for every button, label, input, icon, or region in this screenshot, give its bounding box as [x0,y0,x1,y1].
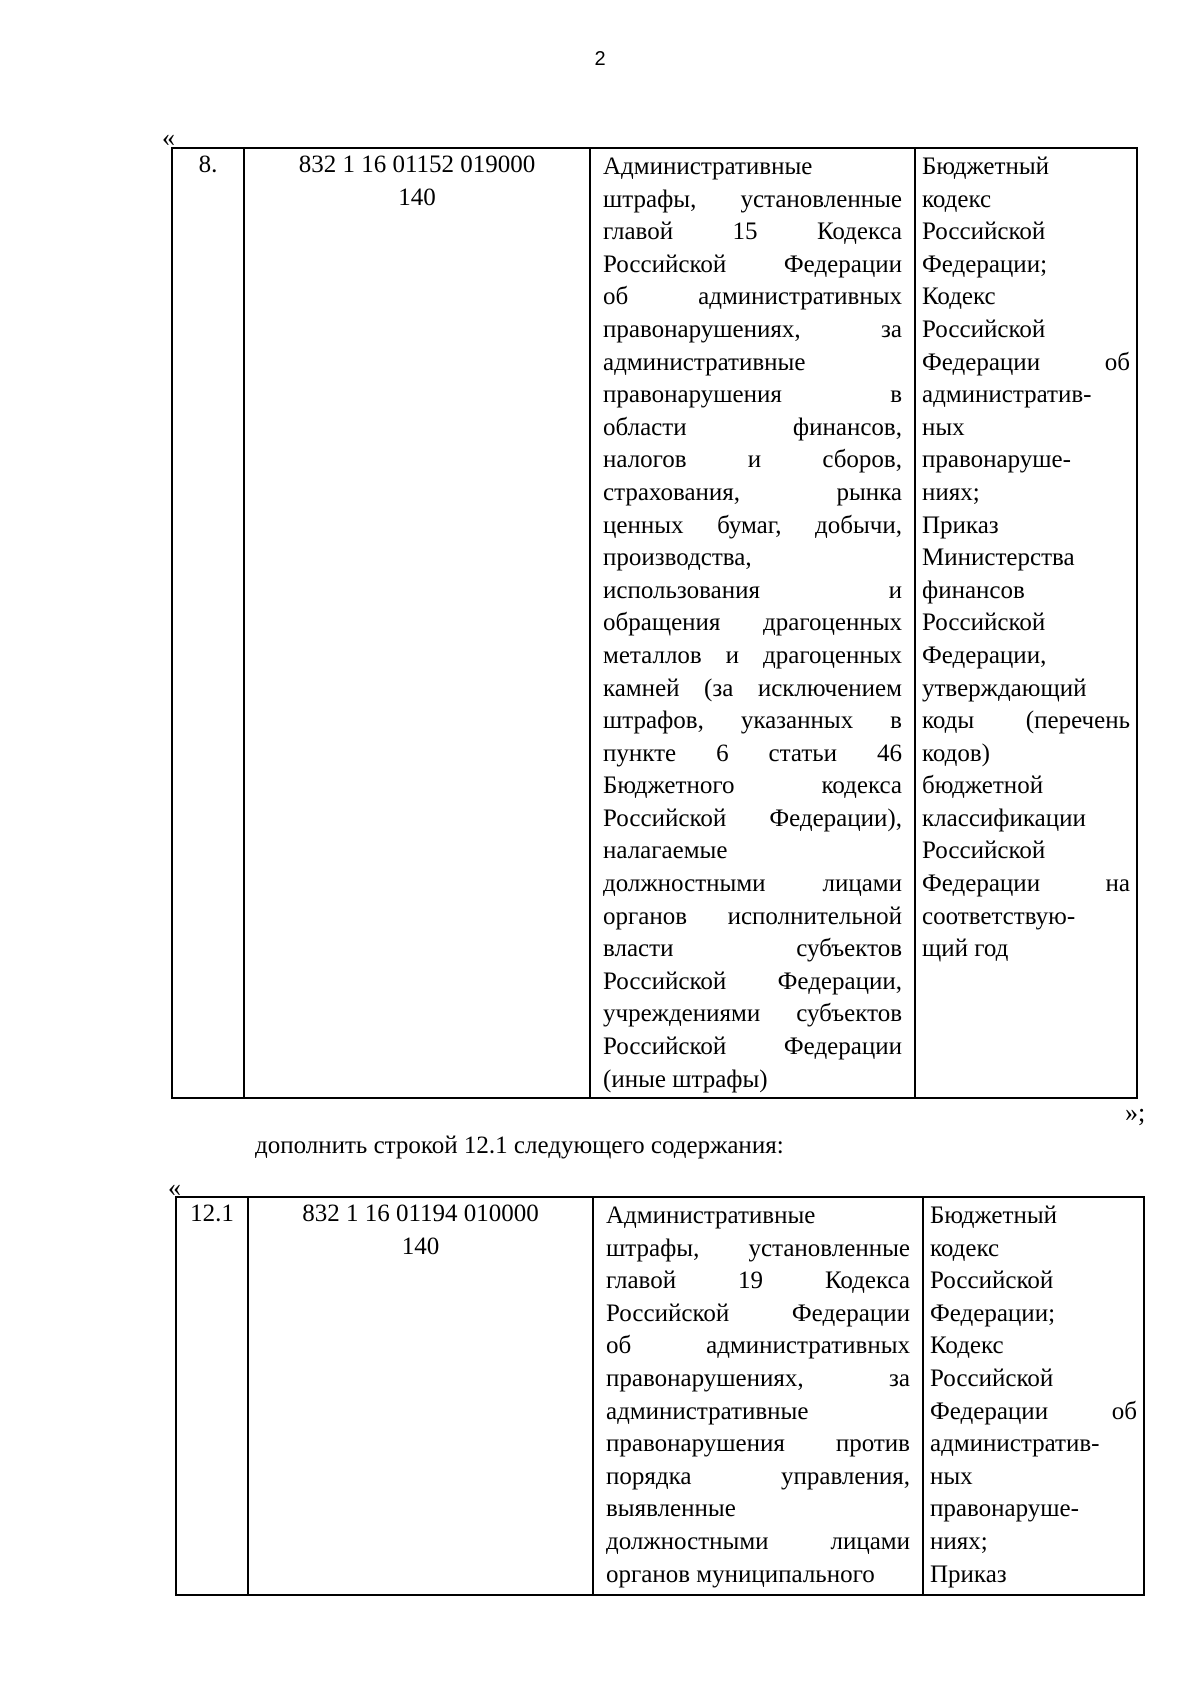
description-cell [593,1197,923,1595]
cell-text-line: 832 1 16 01152 019000 [298,151,536,178]
legal-basis-cell [915,148,1137,1098]
cell-text-line: порядка управления, [606,1462,910,1490]
description-cell [590,148,915,1098]
cell-text-line: об административных [606,1332,910,1360]
cell-text-line: Российской Федерации [603,250,902,278]
budget-code-table-row-12-1 [175,1196,1145,1596]
code-cell [248,1197,593,1595]
cell-text-line: Кодекс [930,1332,1004,1360]
cell-text-line: соответствую- [922,902,1076,930]
cell-text-line: Федерации; [930,1299,1056,1327]
cell-text-line: ниях; [930,1527,988,1555]
cell-text-line: Бюджетный [930,1202,1058,1229]
page-number: 2 [594,48,606,70]
cell-text-line: Российской [930,1364,1054,1392]
cell-text-line: учреждениями субъектов [603,1000,902,1028]
cell-text-line: пункте 6 статьи 46 [603,739,902,767]
cell-text-line: административные [603,348,806,376]
cell-text-line: административ- [930,1430,1100,1458]
cell-text-line: налагаемые [603,837,728,865]
row-number: 8. [198,151,218,178]
cell-text-line: Кодекс [922,283,996,311]
cell-text-line: административ- [922,381,1092,409]
opening-quote-2: « [168,1173,181,1202]
cell-text-line: правонарушениях, за [606,1364,910,1392]
cell-text-line: главой 15 Кодекса [603,218,902,246]
cell-text-line: кодекс [930,1234,1000,1262]
cell-text-line: Приказ [930,1560,1007,1588]
cell-text-line: штрафы, установленные [603,185,902,213]
cell-text-line: Федерации, [922,641,1047,669]
cell-text-line: ценных бумаг, добычи, [603,511,902,539]
row-number: 12.1 [190,1200,234,1227]
cell-text-line: Российской Федерации), [603,804,902,832]
cell-text-line: использования и [603,576,902,604]
cell-text-line: Российской [922,837,1046,865]
cell-text-line: налогов и сборов, [603,446,902,474]
cell-text-line: Российской [930,1267,1054,1295]
cell-text-line: Российской [922,218,1046,246]
cell-text-line: кодов) [922,739,991,767]
cell-text-line: ниях; [922,478,980,506]
cell-text-line: 140 [401,1232,440,1260]
cell-text-line: власти субъектов [603,935,902,963]
cell-text-line: Российской Федерации [606,1299,910,1327]
cell-text-line: Российской Федерации [603,1033,902,1061]
closing-quote-1: »; [1125,1098,1146,1127]
cell-text-line: должностными лицами [606,1527,910,1555]
cell-text-line: Федерации об [930,1397,1137,1425]
cell-text-line: выявленные [606,1495,736,1523]
opening-quote-1: « [162,123,175,152]
cell-text-line: административные [606,1397,809,1425]
cell-text-line: Федерации; [922,250,1048,278]
cell-text-line: правонарушения в [603,381,902,409]
cell-text-line: главой 19 Кодекса [606,1267,910,1295]
cell-text-line: области финансов, [603,413,902,441]
cell-text-line: правонарушениях, за [603,315,902,343]
cell-text-line: правонарушения против [606,1430,910,1458]
cell-text-line: ных [930,1462,973,1490]
cell-text-line: утверждающий [922,674,1087,702]
cell-text-line: производства, [603,544,752,572]
amendment-instruction: дополнить строкой 12.1 следующего содержания: [255,1132,784,1159]
cell-text-line: штрафов, указанных в [603,707,902,735]
cell-text-line: ных [922,413,965,441]
legal-basis-cell [923,1197,1144,1595]
cell-text-line: Бюджетный [922,153,1050,180]
cell-text-line: бюджетной [922,772,1044,800]
table-row [172,148,1137,1098]
cell-text-line: классификации [922,804,1086,832]
table-row [176,1197,1144,1595]
row-number-cell [176,1197,248,1595]
cell-text-line: кодекс [922,185,992,213]
cell-text-line: Административные [606,1202,816,1229]
cell-text-line: Российской [922,315,1046,343]
cell-text-line: финансов [922,576,1025,604]
budget-code-table-row-8 [171,147,1138,1099]
cell-text-line: органов муниципального [606,1560,875,1588]
cell-text-line: металлов и драгоценных [603,641,902,669]
cell-text-line: Федерации на [922,870,1130,898]
cell-text-line: 140 [398,183,436,211]
cell-text-line: правонаруше- [922,446,1071,474]
cell-text-line: штрафы, установленные [606,1234,910,1262]
row-number-cell [172,148,244,1098]
cell-text-line: правонаруше- [930,1495,1079,1523]
cell-text-line: органов исполнительной [603,902,902,930]
cell-text-line: страхования, рынка [603,478,902,506]
cell-text-line: Российской Федерации, [603,967,902,995]
cell-text-line: Административные [603,153,813,180]
cell-text-line: Приказ [922,511,999,539]
cell-text-line: (иные штрафы) [603,1065,768,1093]
cell-text-line: об административных [603,283,902,311]
cell-text-line: Министерства [922,544,1075,572]
cell-text-line: камней (за исключением [603,674,902,702]
cell-text-line: Федерации об [922,348,1130,376]
cell-text-line: щий год [922,935,1009,963]
cell-text-line: обращения драгоценных [603,609,902,637]
cell-text-line: Российской [922,609,1046,637]
cell-text-line: должностными лицами [603,870,902,898]
code-cell [244,148,590,1098]
cell-text-line: Бюджетного кодекса [603,772,902,800]
cell-text-line: 832 1 16 01194 010000 [302,1200,539,1227]
cell-text-line: коды (перечень [922,707,1130,735]
